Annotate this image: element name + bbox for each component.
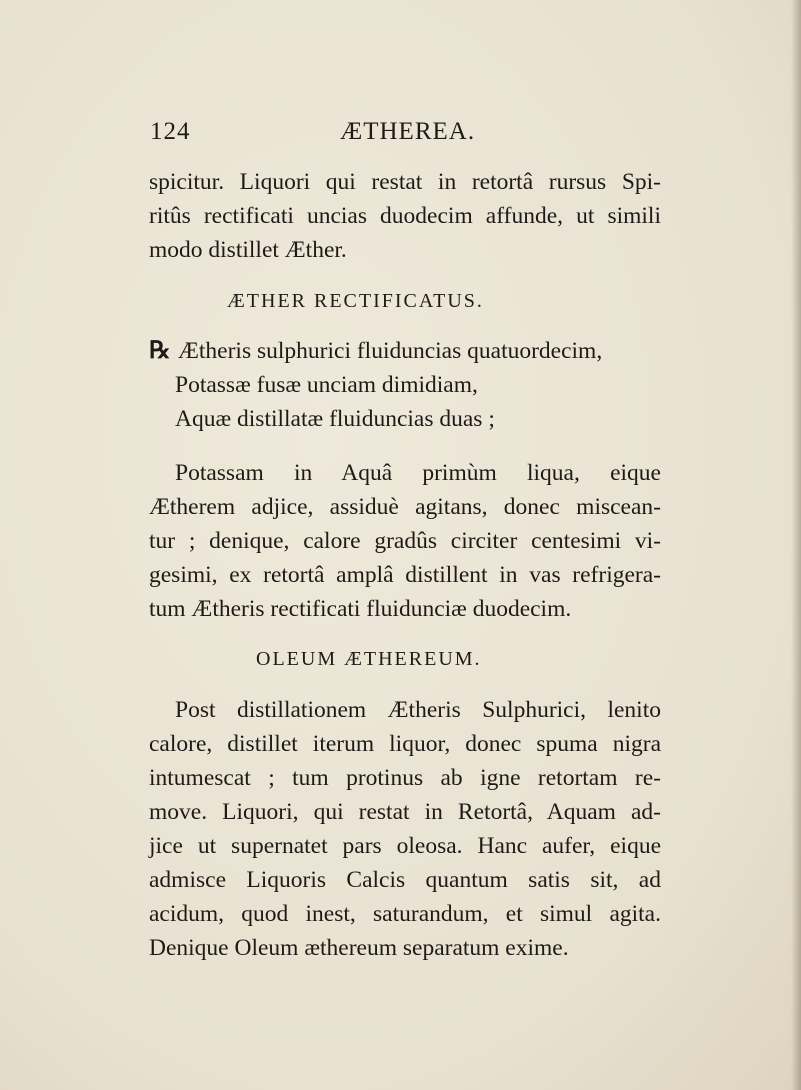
recipe-line-1: Ætheris sulphurici fluiduncias quatuordecim,	[178, 338, 603, 364]
para3-line-4: move. Liquori, qui restat in Retortâ, Aquam ad-	[149, 799, 661, 825]
para1-line-1: spicitur. Liquori qui restat in retortâ rursus Spi-	[149, 169, 661, 195]
para1-line-3: modo distillet Æther.	[149, 237, 347, 263]
para3-line-3: intumescat ; tum protinus ab igne retortam re-	[149, 765, 661, 791]
para1-line-2: ritûs rectificati uncias duodecim affunde, ut simili	[149, 203, 661, 229]
para3-line-5: jice ut supernatet pars oleosa. Hanc aufer, eique	[149, 833, 661, 859]
section-heading-aether-rectificatus: ÆTHER RECTIFICATUS.	[227, 290, 484, 312]
para3-line-8: Denique Oleum æthereum separatum exime.	[149, 935, 569, 961]
para3-line-6: admisce Liquoris Calcis quantum satis sit, ad	[149, 867, 661, 893]
running-head	[150, 118, 658, 148]
page-number: 124	[150, 118, 191, 145]
section-heading-oleum-aethereum: OLEUM ÆTHEREUM.	[256, 648, 482, 670]
recipe-line-2: Potassæ fusæ unciam dimidiam,	[175, 372, 478, 398]
para2-line-2: Ætherem adjice, assiduè agitans, donec miscean-	[149, 494, 661, 520]
para2-line-1: Potassam in Aquâ primùm liqua, eique	[175, 460, 661, 486]
page-edge-shadow	[791, 0, 801, 1090]
recipe-symbol: ℞	[149, 338, 171, 364]
para3-line-7: acidum, quod inest, saturandum, et simul agita.	[149, 901, 661, 927]
running-title: ÆTHEREA.	[340, 118, 476, 145]
para3-line-2: calore, distillet iterum liquor, donec spuma nigra	[149, 731, 661, 757]
para2-line-3: tur ; denique, calore gradûs circiter centesimi vi-	[149, 528, 661, 554]
para2-line-4: gesimi, ex retortâ amplâ distillent in vas refrigera-	[149, 562, 661, 588]
para2-line-5: tum Ætheris rectificati fluidunciæ duodecim.	[149, 596, 572, 622]
recipe-line-3: Aquæ distillatæ fluiduncias duas ;	[175, 406, 495, 432]
para3-line-1: Post distillationem Ætheris Sulphurici, lenito	[175, 697, 661, 723]
